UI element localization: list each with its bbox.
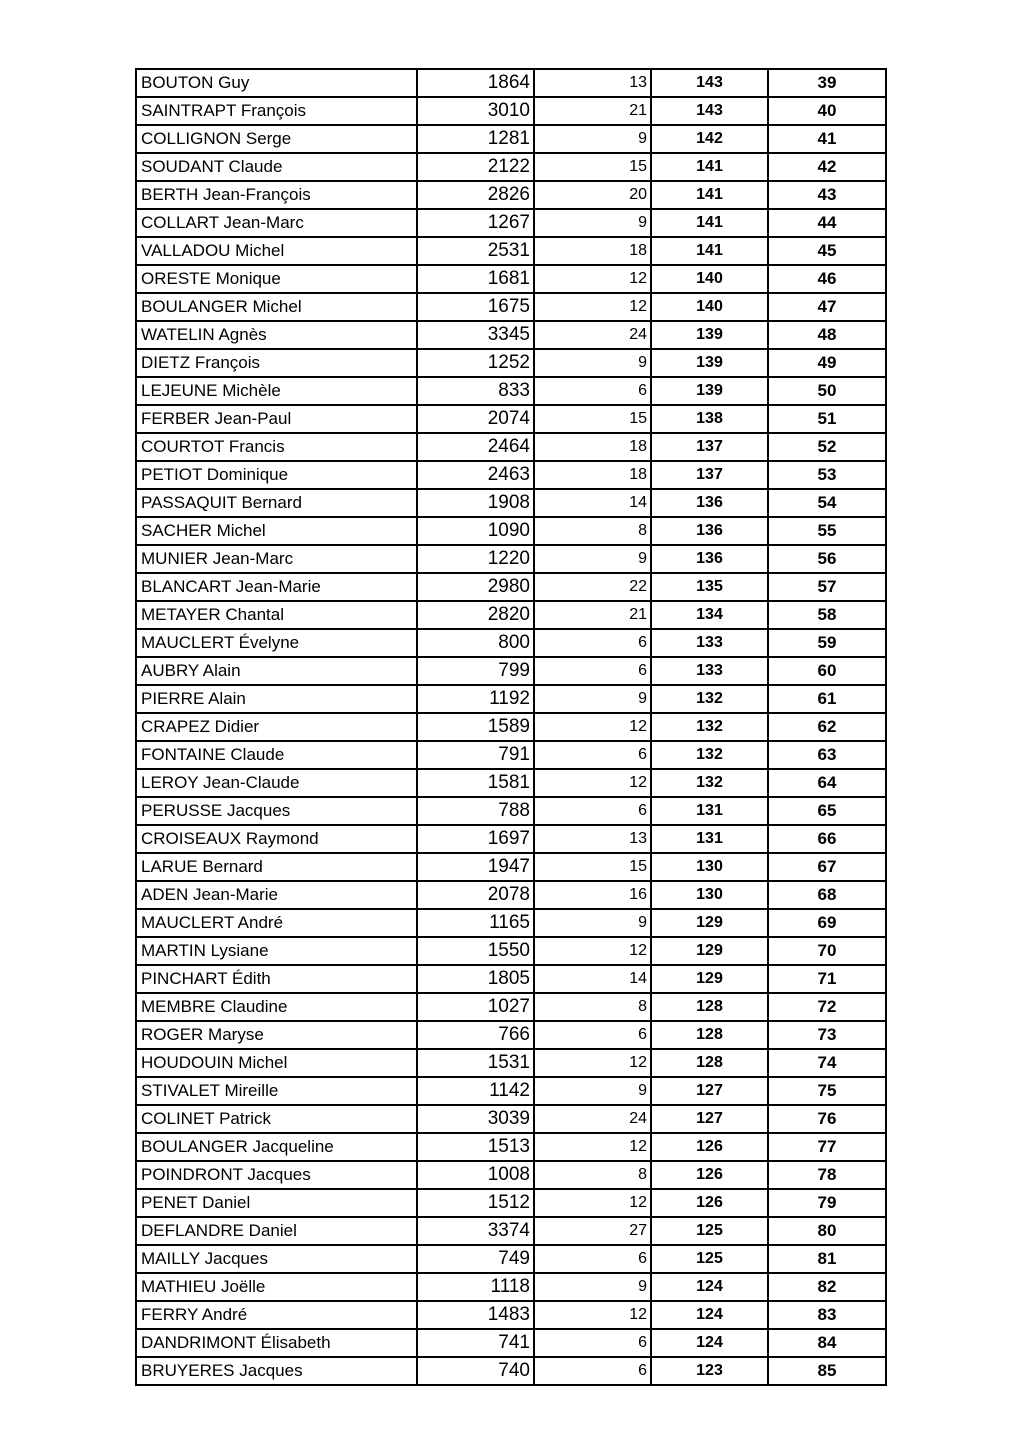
player-name-cell: MAUCLERT Évelyne: [136, 629, 417, 657]
player-name-cell: LEJEUNE Michèle: [136, 377, 417, 405]
games-count-cell: 6: [534, 657, 651, 685]
player-name-cell: BOULANGER Michel: [136, 293, 417, 321]
total-score-cell: 2463: [417, 461, 534, 489]
games-count-cell: 9: [534, 1273, 651, 1301]
table-row: [136, 237, 886, 265]
games-count-cell: 9: [534, 125, 651, 153]
rank-cell: 83: [768, 1301, 886, 1329]
total-score-cell: 2074: [417, 405, 534, 433]
rank-cell: 74: [768, 1049, 886, 1077]
games-count-cell: 6: [534, 1357, 651, 1385]
average-score-cell: 127: [651, 1077, 768, 1105]
total-score-cell: 1142: [417, 1077, 534, 1105]
games-count-cell: 16: [534, 881, 651, 909]
total-score-cell: 1008: [417, 1161, 534, 1189]
table-row: [136, 1021, 886, 1049]
rank-cell: 78: [768, 1161, 886, 1189]
table-row: [136, 1217, 886, 1245]
games-count-cell: 8: [534, 1161, 651, 1189]
average-score-cell: 139: [651, 377, 768, 405]
rank-cell: 41: [768, 125, 886, 153]
average-score-cell: 139: [651, 321, 768, 349]
average-score-cell: 141: [651, 237, 768, 265]
player-name-cell: ORESTE Monique: [136, 265, 417, 293]
table-row: [136, 573, 886, 601]
average-score-cell: 124: [651, 1273, 768, 1301]
average-score-cell: 139: [651, 349, 768, 377]
games-count-cell: 6: [534, 1021, 651, 1049]
average-score-cell: 133: [651, 629, 768, 657]
rank-cell: 57: [768, 573, 886, 601]
player-name-cell: FERBER Jean-Paul: [136, 405, 417, 433]
games-count-cell: 9: [534, 545, 651, 573]
rank-cell: 59: [768, 629, 886, 657]
games-count-cell: 22: [534, 573, 651, 601]
games-count-cell: 13: [534, 69, 651, 97]
average-score-cell: 124: [651, 1301, 768, 1329]
table-row: [136, 377, 886, 405]
average-score-cell: 125: [651, 1217, 768, 1245]
average-score-cell: 143: [651, 69, 768, 97]
rank-cell: 63: [768, 741, 886, 769]
player-name-cell: POINDRONT Jacques: [136, 1161, 417, 1189]
rank-cell: 77: [768, 1133, 886, 1161]
average-score-cell: 135: [651, 573, 768, 601]
games-count-cell: 15: [534, 405, 651, 433]
table-row: [136, 1161, 886, 1189]
rank-cell: 40: [768, 97, 886, 125]
rank-cell: 62: [768, 713, 886, 741]
table-row: [136, 209, 886, 237]
rank-cell: 45: [768, 237, 886, 265]
table-row: [136, 1245, 886, 1273]
total-score-cell: 1531: [417, 1049, 534, 1077]
rank-cell: 75: [768, 1077, 886, 1105]
average-score-cell: 137: [651, 461, 768, 489]
total-score-cell: 1027: [417, 993, 534, 1021]
rank-cell: 72: [768, 993, 886, 1021]
total-score-cell: 1805: [417, 965, 534, 993]
player-name-cell: PIERRE Alain: [136, 685, 417, 713]
table-row: [136, 741, 886, 769]
player-name-cell: HOUDOUIN Michel: [136, 1049, 417, 1077]
player-name-cell: COLLART Jean-Marc: [136, 209, 417, 237]
rank-cell: 65: [768, 797, 886, 825]
games-count-cell: 18: [534, 433, 651, 461]
average-score-cell: 133: [651, 657, 768, 685]
rank-cell: 67: [768, 853, 886, 881]
table-row: [136, 713, 886, 741]
total-score-cell: 2826: [417, 181, 534, 209]
average-score-cell: 134: [651, 601, 768, 629]
player-name-cell: METAYER Chantal: [136, 601, 417, 629]
table-row: [136, 657, 886, 685]
player-name-cell: DANDRIMONT Élisabeth: [136, 1329, 417, 1357]
table-row: [136, 489, 886, 517]
rank-cell: 53: [768, 461, 886, 489]
table-row: [136, 461, 886, 489]
average-score-cell: 132: [651, 713, 768, 741]
rank-cell: 64: [768, 769, 886, 797]
total-score-cell: 1165: [417, 909, 534, 937]
player-name-cell: COLLIGNON Serge: [136, 125, 417, 153]
rank-cell: 44: [768, 209, 886, 237]
games-count-cell: 14: [534, 489, 651, 517]
player-name-cell: PERUSSE Jacques: [136, 797, 417, 825]
games-count-cell: 8: [534, 517, 651, 545]
table-row: [136, 1105, 886, 1133]
table-row: [136, 629, 886, 657]
average-score-cell: 125: [651, 1245, 768, 1273]
table-row: [136, 1133, 886, 1161]
table-row: [136, 433, 886, 461]
player-name-cell: MAUCLERT André: [136, 909, 417, 937]
average-score-cell: 141: [651, 153, 768, 181]
average-score-cell: 131: [651, 797, 768, 825]
total-score-cell: 740: [417, 1357, 534, 1385]
rank-cell: 69: [768, 909, 886, 937]
player-name-cell: LEROY Jean-Claude: [136, 769, 417, 797]
rank-cell: 54: [768, 489, 886, 517]
rank-cell: 80: [768, 1217, 886, 1245]
rank-cell: 71: [768, 965, 886, 993]
player-name-cell: PENET Daniel: [136, 1189, 417, 1217]
games-count-cell: 15: [534, 153, 651, 181]
games-count-cell: 12: [534, 1301, 651, 1329]
games-count-cell: 24: [534, 1105, 651, 1133]
total-score-cell: 788: [417, 797, 534, 825]
player-name-cell: VALLADOU Michel: [136, 237, 417, 265]
games-count-cell: 12: [534, 293, 651, 321]
player-name-cell: ROGER Maryse: [136, 1021, 417, 1049]
average-score-cell: 132: [651, 741, 768, 769]
games-count-cell: 12: [534, 265, 651, 293]
total-score-cell: 1281: [417, 125, 534, 153]
rank-cell: 70: [768, 937, 886, 965]
table-row: [136, 1273, 886, 1301]
total-score-cell: 2078: [417, 881, 534, 909]
total-score-cell: 791: [417, 741, 534, 769]
table-row: [136, 965, 886, 993]
rank-cell: 51: [768, 405, 886, 433]
total-score-cell: 1513: [417, 1133, 534, 1161]
rank-cell: 47: [768, 293, 886, 321]
games-count-cell: 14: [534, 965, 651, 993]
average-score-cell: 140: [651, 265, 768, 293]
player-name-cell: MEMBRE Claudine: [136, 993, 417, 1021]
total-score-cell: 1192: [417, 685, 534, 713]
player-name-cell: ADEN Jean-Marie: [136, 881, 417, 909]
total-score-cell: 1252: [417, 349, 534, 377]
rank-cell: 60: [768, 657, 886, 685]
table-row: [136, 125, 886, 153]
table-row: [136, 181, 886, 209]
games-count-cell: 21: [534, 601, 651, 629]
games-count-cell: 12: [534, 713, 651, 741]
average-score-cell: 130: [651, 881, 768, 909]
average-score-cell: 128: [651, 1021, 768, 1049]
total-score-cell: 2464: [417, 433, 534, 461]
player-name-cell: BLANCART Jean-Marie: [136, 573, 417, 601]
total-score-cell: 1220: [417, 545, 534, 573]
games-count-cell: 27: [534, 1217, 651, 1245]
average-score-cell: 142: [651, 125, 768, 153]
games-count-cell: 6: [534, 1329, 651, 1357]
games-count-cell: 8: [534, 993, 651, 1021]
rank-cell: 76: [768, 1105, 886, 1133]
total-score-cell: 1550: [417, 937, 534, 965]
total-score-cell: 2820: [417, 601, 534, 629]
table-row: [136, 545, 886, 573]
games-count-cell: 12: [534, 1133, 651, 1161]
total-score-cell: 1675: [417, 293, 534, 321]
total-score-cell: 1483: [417, 1301, 534, 1329]
games-count-cell: 20: [534, 181, 651, 209]
average-score-cell: 126: [651, 1161, 768, 1189]
player-name-cell: CRAPEZ Didier: [136, 713, 417, 741]
total-score-cell: 1681: [417, 265, 534, 293]
player-name-cell: STIVALET Mireille: [136, 1077, 417, 1105]
player-name-cell: BOULANGER Jacqueline: [136, 1133, 417, 1161]
results-table-body: [136, 69, 886, 1385]
player-name-cell: DEFLANDRE Daniel: [136, 1217, 417, 1245]
player-name-cell: AUBRY Alain: [136, 657, 417, 685]
total-score-cell: 1947: [417, 853, 534, 881]
average-score-cell: 129: [651, 937, 768, 965]
games-count-cell: 9: [534, 349, 651, 377]
total-score-cell: 1090: [417, 517, 534, 545]
games-count-cell: 6: [534, 797, 651, 825]
average-score-cell: 126: [651, 1133, 768, 1161]
table-row: [136, 937, 886, 965]
games-count-cell: 13: [534, 825, 651, 853]
table-row: [136, 1357, 886, 1385]
player-name-cell: LARUE Bernard: [136, 853, 417, 881]
games-count-cell: 12: [534, 1189, 651, 1217]
player-name-cell: PETIOT Dominique: [136, 461, 417, 489]
player-name-cell: BERTH Jean-François: [136, 181, 417, 209]
player-name-cell: MATHIEU Joëlle: [136, 1273, 417, 1301]
rank-cell: 66: [768, 825, 886, 853]
table-row: [136, 881, 886, 909]
total-score-cell: 2980: [417, 573, 534, 601]
rank-cell: 85: [768, 1357, 886, 1385]
total-score-cell: 3010: [417, 97, 534, 125]
games-count-cell: 18: [534, 461, 651, 489]
average-score-cell: 130: [651, 853, 768, 881]
rank-cell: 73: [768, 1021, 886, 1049]
table-row: [136, 517, 886, 545]
average-score-cell: 136: [651, 517, 768, 545]
total-score-cell: 1267: [417, 209, 534, 237]
table-row: [136, 797, 886, 825]
table-row: [136, 405, 886, 433]
games-count-cell: 6: [534, 377, 651, 405]
total-score-cell: 2531: [417, 237, 534, 265]
average-score-cell: 132: [651, 769, 768, 797]
table-row: [136, 993, 886, 1021]
games-count-cell: 12: [534, 937, 651, 965]
rank-cell: 49: [768, 349, 886, 377]
total-score-cell: 1512: [417, 1189, 534, 1217]
player-name-cell: SAINTRAPT François: [136, 97, 417, 125]
rank-cell: 52: [768, 433, 886, 461]
games-count-cell: 9: [534, 909, 651, 937]
total-score-cell: 3374: [417, 1217, 534, 1245]
games-count-cell: 9: [534, 209, 651, 237]
player-name-cell: BOUTON Guy: [136, 69, 417, 97]
player-name-cell: PASSAQUIT Bernard: [136, 489, 417, 517]
player-name-cell: FONTAINE Claude: [136, 741, 417, 769]
table-row: [136, 1301, 886, 1329]
player-name-cell: WATELIN Agnès: [136, 321, 417, 349]
games-count-cell: 15: [534, 853, 651, 881]
player-name-cell: FERRY André: [136, 1301, 417, 1329]
rank-cell: 81: [768, 1245, 886, 1273]
games-count-cell: 6: [534, 741, 651, 769]
average-score-cell: 136: [651, 489, 768, 517]
rank-cell: 39: [768, 69, 886, 97]
rank-cell: 79: [768, 1189, 886, 1217]
table-row: [136, 825, 886, 853]
average-score-cell: 137: [651, 433, 768, 461]
average-score-cell: 136: [651, 545, 768, 573]
games-count-cell: 6: [534, 1245, 651, 1273]
average-score-cell: 126: [651, 1189, 768, 1217]
rank-cell: 56: [768, 545, 886, 573]
average-score-cell: 141: [651, 209, 768, 237]
table-row: [136, 1077, 886, 1105]
average-score-cell: 123: [651, 1357, 768, 1385]
average-score-cell: 140: [651, 293, 768, 321]
table-row: [136, 321, 886, 349]
player-name-cell: PINCHART Édith: [136, 965, 417, 993]
table-row: [136, 265, 886, 293]
average-score-cell: 127: [651, 1105, 768, 1133]
rank-cell: 42: [768, 153, 886, 181]
table-row: [136, 1189, 886, 1217]
total-score-cell: 1864: [417, 69, 534, 97]
total-score-cell: 741: [417, 1329, 534, 1357]
total-score-cell: 3345: [417, 321, 534, 349]
games-count-cell: 24: [534, 321, 651, 349]
player-name-cell: MARTIN Lysiane: [136, 937, 417, 965]
rank-cell: 61: [768, 685, 886, 713]
total-score-cell: 1908: [417, 489, 534, 517]
games-count-cell: 18: [534, 237, 651, 265]
table-row: [136, 69, 886, 97]
table-row: [136, 153, 886, 181]
total-score-cell: 1697: [417, 825, 534, 853]
table-row: [136, 1049, 886, 1077]
table-row: [136, 601, 886, 629]
average-score-cell: 124: [651, 1329, 768, 1357]
table-row: [136, 769, 886, 797]
table-row: [136, 685, 886, 713]
rank-cell: 48: [768, 321, 886, 349]
games-count-cell: 9: [534, 1077, 651, 1105]
total-score-cell: 799: [417, 657, 534, 685]
rank-cell: 46: [768, 265, 886, 293]
total-score-cell: 1589: [417, 713, 534, 741]
rank-cell: 50: [768, 377, 886, 405]
table-row: [136, 349, 886, 377]
average-score-cell: 129: [651, 909, 768, 937]
player-name-cell: COLINET Patrick: [136, 1105, 417, 1133]
player-name-cell: MUNIER Jean-Marc: [136, 545, 417, 573]
total-score-cell: 1581: [417, 769, 534, 797]
table-row: [136, 1329, 886, 1357]
rank-cell: 58: [768, 601, 886, 629]
player-name-cell: DIETZ François: [136, 349, 417, 377]
average-score-cell: 129: [651, 965, 768, 993]
results-table: [135, 68, 887, 1386]
games-count-cell: 12: [534, 769, 651, 797]
average-score-cell: 128: [651, 993, 768, 1021]
total-score-cell: 833: [417, 377, 534, 405]
average-score-cell: 132: [651, 685, 768, 713]
player-name-cell: BRUYERES Jacques: [136, 1357, 417, 1385]
player-name-cell: SOUDANT Claude: [136, 153, 417, 181]
games-count-cell: 12: [534, 1049, 651, 1077]
rank-cell: 43: [768, 181, 886, 209]
total-score-cell: 749: [417, 1245, 534, 1273]
games-count-cell: 21: [534, 97, 651, 125]
table-row: [136, 97, 886, 125]
player-name-cell: SACHER Michel: [136, 517, 417, 545]
player-name-cell: CROISEAUX Raymond: [136, 825, 417, 853]
total-score-cell: 1118: [417, 1273, 534, 1301]
average-score-cell: 143: [651, 97, 768, 125]
games-count-cell: 6: [534, 629, 651, 657]
average-score-cell: 131: [651, 825, 768, 853]
rank-cell: 68: [768, 881, 886, 909]
games-count-cell: 9: [534, 685, 651, 713]
player-name-cell: MAILLY Jacques: [136, 1245, 417, 1273]
total-score-cell: 766: [417, 1021, 534, 1049]
total-score-cell: 3039: [417, 1105, 534, 1133]
average-score-cell: 128: [651, 1049, 768, 1077]
average-score-cell: 141: [651, 181, 768, 209]
table-row: [136, 293, 886, 321]
rank-cell: 82: [768, 1273, 886, 1301]
table-row: [136, 909, 886, 937]
total-score-cell: 2122: [417, 153, 534, 181]
table-row: [136, 853, 886, 881]
rank-cell: 55: [768, 517, 886, 545]
rank-cell: 84: [768, 1329, 886, 1357]
total-score-cell: 800: [417, 629, 534, 657]
player-name-cell: COURTOT Francis: [136, 433, 417, 461]
average-score-cell: 138: [651, 405, 768, 433]
